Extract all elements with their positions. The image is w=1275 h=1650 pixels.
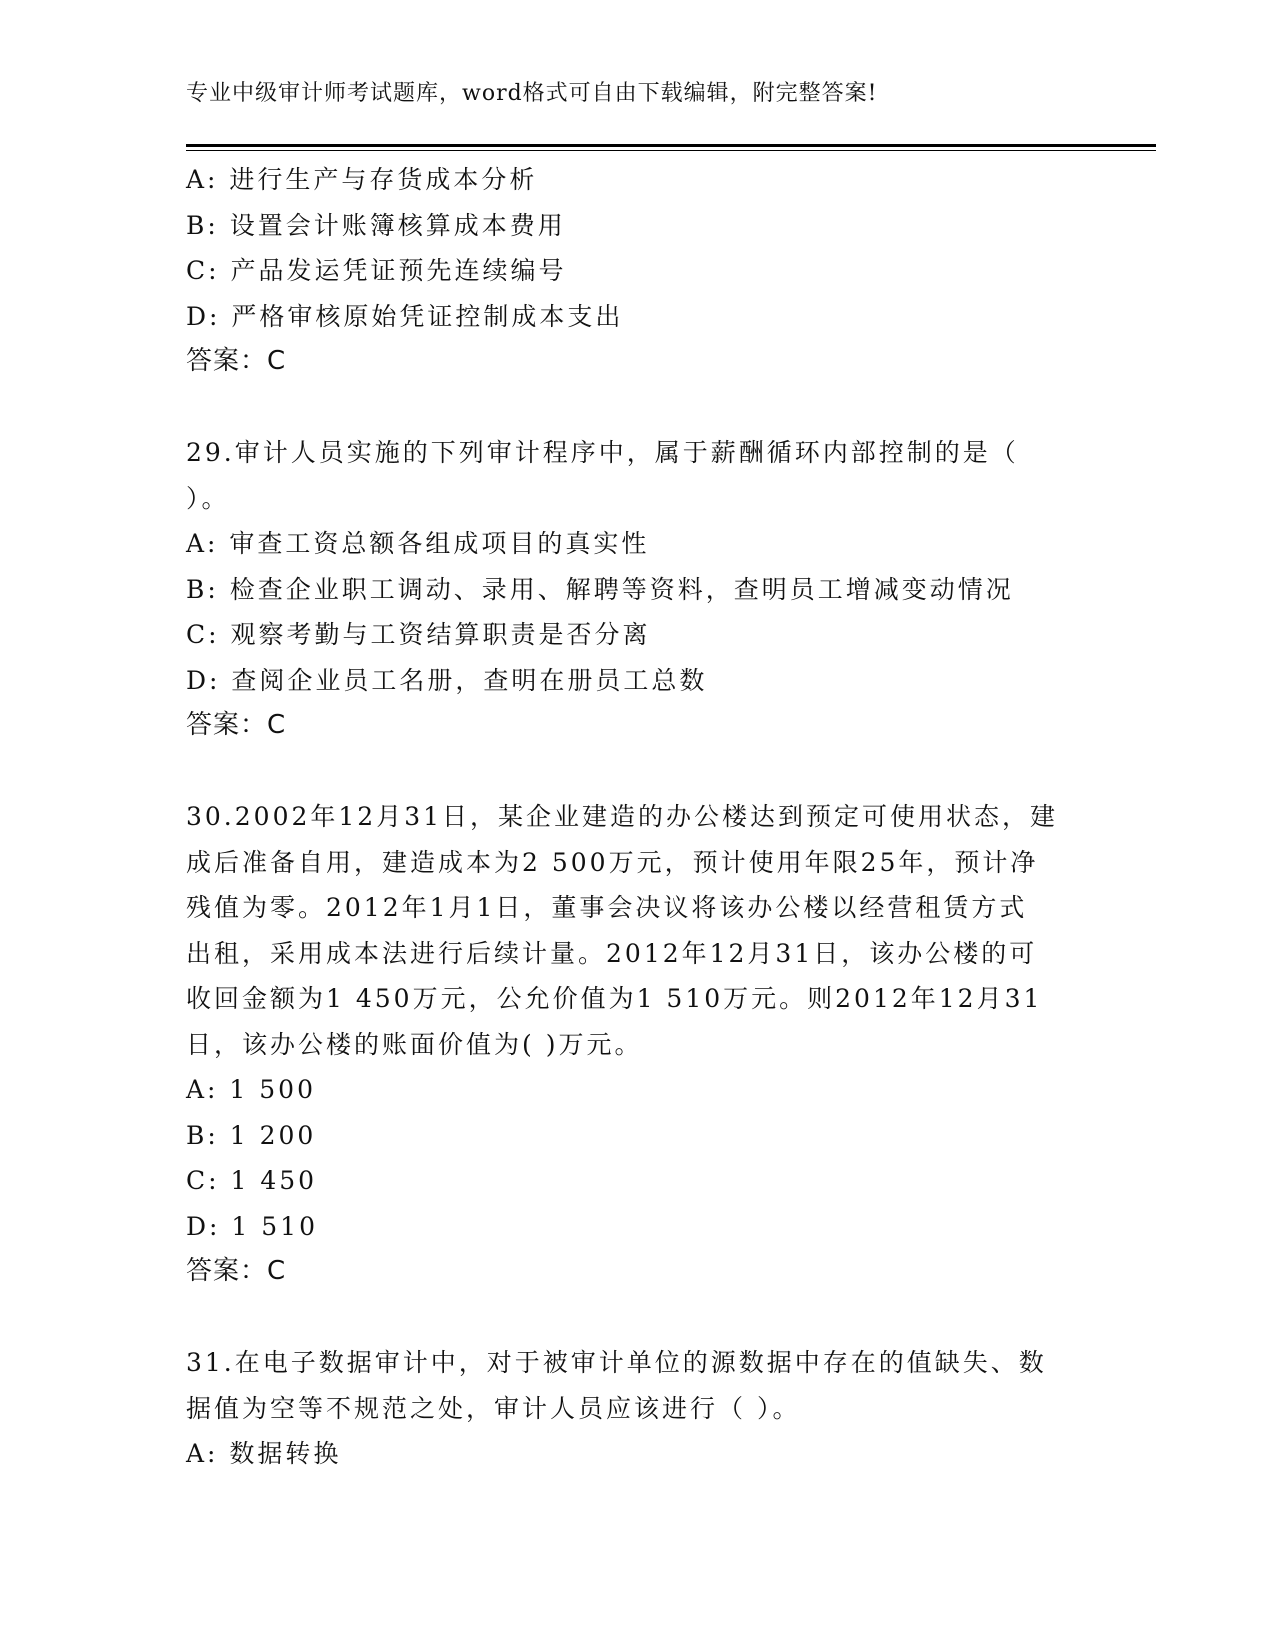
question-31 [186,1340,1086,1477]
page-header: 专业中级审计师考试题库，word格式可自由下载编辑，附完整答案! [186,81,878,106]
question-30 [186,794,1086,1295]
spacer [186,1295,1086,1341]
option-d: D: 1 510 [186,1211,318,1241]
question-stem-line: 30.2002年12月31日，某企业建造的办公楼达到预定可使用状态，建 [186,802,1059,831]
option-b: B: 设置会计账簿核算成本费用 [186,210,566,240]
question-stem-line: 31.在电子数据审计中，对于被审计单位的源数据中存在的值缺失、数 [186,1348,1047,1377]
answer: 答案：C [186,710,287,740]
header-rule-thin [186,150,1156,151]
answer: 答案：C [186,1256,287,1286]
question-stem-line: 日，该办公楼的账面价值为( )万元。 [186,1029,643,1059]
option-d: D: 查阅企业员工名册，查明在册员工总数 [186,665,708,695]
question-stem-line: 出租，采用成本法进行后续计量。2012年12月31日，该办公楼的可 [186,938,1038,968]
question-stem-line: 收回金额为1 450万元，公允价值为1 510万元。则2012年12月31 [186,984,1043,1013]
option-b: B: 1 200 [186,1120,317,1150]
document-body [186,157,1086,1477]
question-28 [186,157,1086,385]
option-a: A: 数据转换 [186,1439,342,1468]
question-29 [186,430,1086,749]
spacer [186,385,1086,431]
option-a: A: 进行生产与存货成本分析 [186,165,538,194]
question-stem-line: 29.审计人员实施的下列审计程序中，属于薪酬循环内部控制的是（ [186,438,1019,467]
question-stem-line: 残值为零。2012年1月1日，董事会决议将该办公楼以经营租赁方式 [186,893,1028,922]
answer: 答案：C [186,346,287,376]
option-c: C: 1 450 [186,1166,318,1195]
option-a: A: 审查工资总额各组成项目的真实性 [186,529,650,558]
question-stem-line: 成后准备自用，建造成本为2 500万元，预计使用年限25年，预计净 [186,847,1039,877]
option-a: A: 1 500 [186,1075,316,1104]
question-stem-line: 据值为空等不规范之处，审计人员应该进行（ ）。 [186,1393,801,1423]
option-b: B: 检查企业职工调动、录用、解聘等资料，查明员工增减变动情况 [186,574,1014,604]
option-d: D: 严格审核原始凭证控制成本支出 [186,301,624,331]
option-c: C: 观察考勤与工资结算职责是否分离 [186,620,651,649]
header-rule-thick [186,144,1156,147]
spacer [186,749,1086,795]
option-c: C: 产品发运凭证预先连续编号 [186,256,567,285]
question-stem-line: ）。 [186,483,230,513]
